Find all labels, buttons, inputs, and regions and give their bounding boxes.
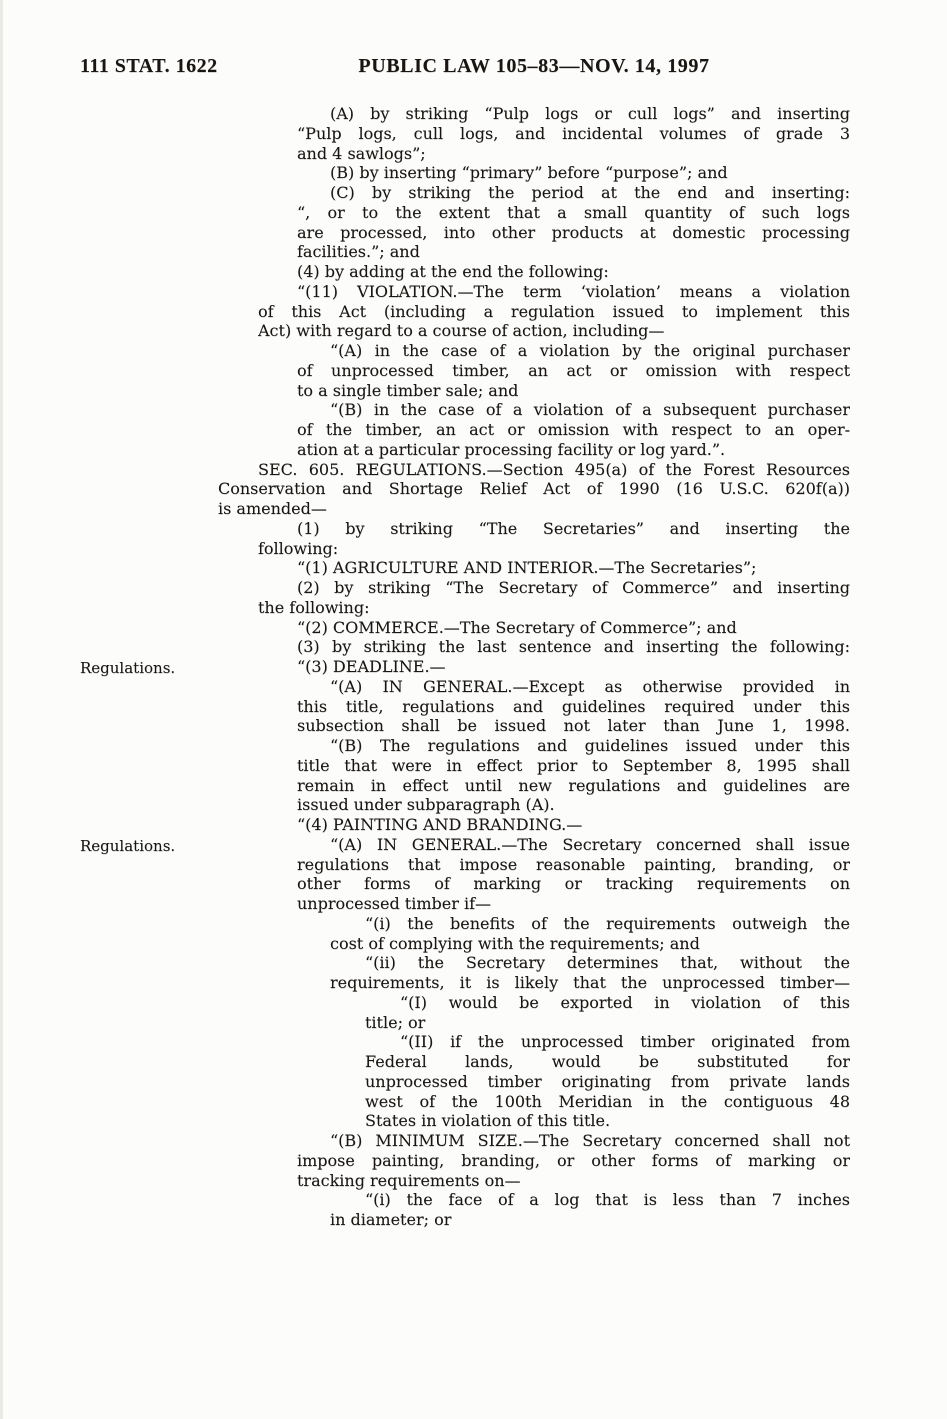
statute-line: “(i) the face of a log that is less than 7 inches — [365, 1190, 850, 1210]
statute-line: issued under subparagraph (A). — [297, 795, 555, 815]
statute-line: title; or — [365, 1012, 426, 1032]
statute-line: ation at a particular processing facility or log yard.”. — [297, 439, 726, 459]
statute-line: “(I) would be exported in violation of this — [400, 992, 850, 1012]
statute-line: of the timber, an act or omission with respect to an oper- — [297, 420, 850, 439]
statute-text-block — [218, 104, 850, 1230]
margin-note: Regulations. — [80, 836, 176, 855]
statute-line: (4) by adding at the end the following: — [297, 262, 609, 281]
statute-line: “(i) the benefits of the requirements outweigh the — [365, 913, 850, 933]
statute-line: the following: — [258, 597, 370, 617]
statute-line: west of the 100th Meridian in the contiguous 48 — [365, 1091, 850, 1111]
statute-line: “(II) if the unprocessed timber originated from — [400, 1032, 850, 1052]
statute-line: are processed, into other products at domestic processing — [297, 222, 850, 242]
statute-line: is amended— — [218, 499, 327, 518]
statute-line: “(B) in the case of a violation of a subsequent purchaser — [330, 400, 850, 420]
statute-line: remain in effect until new regulations and guidelines are — [297, 775, 850, 795]
statute-line: impose painting, branding, or other forms of marking or — [297, 1150, 850, 1170]
margin-note: Regulations. — [80, 659, 176, 677]
statute-line: requirements, it is likely that the unprocessed timber— — [330, 973, 850, 992]
statute-line: subsection shall be issued not later than June 1, 1998. — [297, 716, 850, 736]
statute-line: “(1) AGRICULTURE AND INTERIOR.—The Secretaries”; — [297, 558, 757, 578]
statute-line: “(ii) the Secretary determines that, without the — [365, 953, 850, 973]
statute-line: (1) by striking “The Secretaries” and inserting the — [297, 518, 850, 538]
statute-line: this title, regulations and guidelines required under this — [297, 696, 850, 716]
statute-line: (C) by striking the period at the end and inserting: — [330, 183, 850, 202]
statute-line: “(B) MINIMUM SIZE.—The Secretary concerned shall not — [330, 1131, 850, 1150]
statute-line: “, or to the extent that a small quantity of such logs — [297, 202, 850, 222]
statute-line: Act) with regard to a course of action, including— — [258, 321, 665, 341]
statute-line: title that were in effect prior to September 8, 1995 shall — [297, 755, 850, 775]
statute-line: “(2) COMMERCE.—The Secretary of Commerce”; and — [297, 617, 737, 637]
statute-line: “Pulp logs, cull logs, and incidental volumes of grade 3 — [297, 123, 850, 143]
statute-line: of this Act (including a regulation issued to implement this — [258, 301, 850, 321]
stat-page-number: 111 STAT. 1622 — [80, 55, 218, 77]
statute-line: Conservation and Shortage Relief Act of 1990 (16 U.S.C. 620f(a)) — [218, 479, 850, 499]
statute-line: tracking requirements on— — [297, 1170, 521, 1190]
statute-line: States in violation of this title. — [365, 1111, 611, 1131]
statute-line: to a single timber sale; and — [297, 380, 519, 400]
statute-line: Federal lands, would be substituted for — [365, 1052, 850, 1071]
statute-line: (3) by striking the last sentence and inserting the following: — [297, 637, 850, 657]
statute-line: of unprocessed timber, an act or omission with respect — [297, 360, 850, 380]
statute-line: “(B) The regulations and guidelines issued under this — [330, 736, 850, 755]
statute-line: unprocessed timber originating from private lands — [365, 1071, 850, 1091]
statute-line: cost of complying with the requirements; and — [330, 933, 700, 953]
law-title: PUBLIC LAW 105–83—NOV. 14, 1997 — [358, 55, 710, 77]
statute-line: “(A) IN GENERAL.—Except as otherwise provided in — [330, 676, 850, 696]
statute-line: “(4) PAINTING AND BRANDING.— — [297, 815, 583, 834]
statute-line: SEC. 605. REGULATIONS.—Section 495(a) of the Forest Resources — [258, 459, 850, 479]
statute-line: “(A) IN GENERAL.—The Secretary concerned shall issue — [330, 834, 850, 854]
statute-line: (A) by striking “Pulp logs or cull logs” and inserting — [330, 104, 850, 123]
statute-line: following: — [258, 538, 339, 558]
statute-line: (2) by striking “The Secretary of Commerce” and inserting — [297, 578, 850, 597]
statute-line: “(11) VIOLATION.—The term ‘violation’ means a violation — [297, 281, 850, 301]
statute-line: unprocessed timber if— — [297, 894, 491, 913]
statute-line: other forms of marking or tracking requirements on — [297, 874, 850, 894]
scan-edge-artifact — [0, 0, 3, 1419]
statute-line: “(3) DEADLINE.— — [297, 657, 446, 676]
statute-line: and 4 sawlogs”; — [297, 143, 426, 163]
statute-line: in diameter; or — [330, 1210, 452, 1229]
statute-line: (B) by inserting “primary” before “purpose”; and — [330, 163, 728, 183]
statute-line: regulations that impose reasonable painting, branding, or — [297, 854, 850, 874]
statute-line: “(A) in the case of a violation by the original purchaser — [330, 341, 850, 360]
statute-line: facilities.”; and — [297, 242, 420, 262]
